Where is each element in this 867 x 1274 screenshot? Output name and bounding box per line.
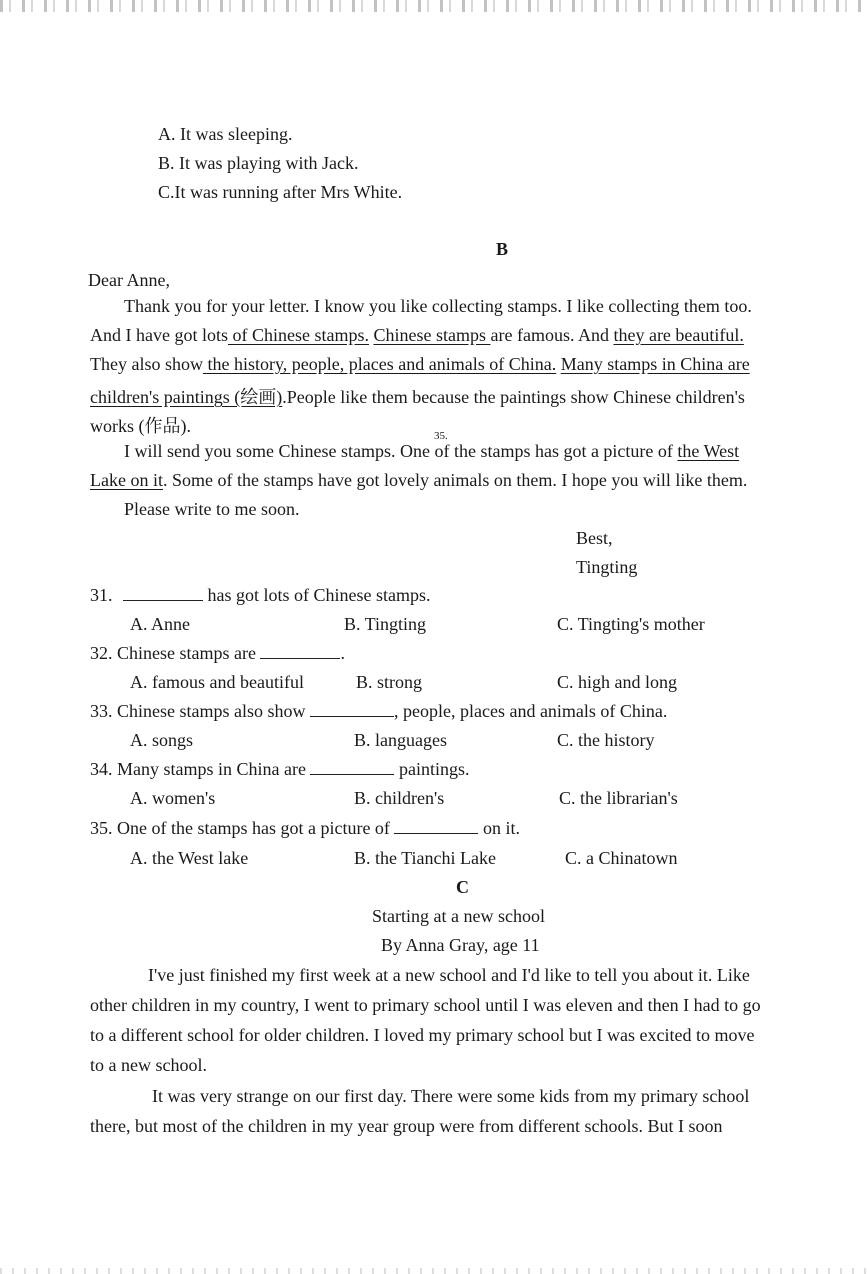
letter-line bbox=[90, 412, 191, 438]
question-line bbox=[90, 585, 431, 606]
option-b: B. Tingting bbox=[344, 614, 427, 634]
underlined-text: of Chinese stamps. bbox=[227, 325, 369, 345]
option-b: B. strong bbox=[356, 672, 423, 692]
text: . Some of the stamps have got lovely animals on them. I hope you will like them. bbox=[162, 470, 748, 490]
question-text: paintings. bbox=[398, 759, 470, 779]
question-text: , people, places and animals of China. bbox=[394, 701, 668, 721]
question-number: 34. bbox=[90, 759, 113, 779]
option-b: B. the Tianchi Lake bbox=[354, 848, 496, 868]
section-heading-c: C bbox=[456, 877, 469, 897]
option-c: C. the history bbox=[557, 730, 655, 750]
article-title: Starting at a new school bbox=[372, 906, 545, 926]
text: I will send you some Chinese stamps. One of the stamps has got a picture of bbox=[124, 441, 678, 461]
option-c: C. the librarian's bbox=[559, 788, 678, 808]
margin-note: 35. bbox=[434, 430, 448, 442]
option-a: A. the West lake bbox=[130, 848, 249, 868]
underlined-text: Many stamps in China are bbox=[560, 354, 750, 374]
answer-blank[interactable] bbox=[310, 702, 394, 717]
article-line: there, but most of the children in my year group were from different schools. But I soon bbox=[90, 1116, 723, 1136]
underlined-text: Lake on it bbox=[90, 470, 163, 490]
answer-blank[interactable] bbox=[260, 644, 340, 659]
question-number: 32. bbox=[90, 643, 113, 663]
option-c: C. a Chinatown bbox=[565, 848, 678, 868]
scan-edge-bottom bbox=[0, 1268, 867, 1274]
article-line: other children in my country, I went to primary school until I was eleven and then I had to go bbox=[90, 995, 761, 1015]
letter-closing: Best, bbox=[576, 528, 613, 548]
question-text: Chinese stamps are bbox=[117, 643, 256, 663]
text: And I have got lots bbox=[90, 325, 228, 345]
question-text: . bbox=[340, 643, 345, 663]
question-text: on it. bbox=[482, 818, 520, 838]
answer-blank[interactable] bbox=[123, 586, 203, 601]
article-line: to a new school. bbox=[90, 1055, 207, 1075]
option-b: B. languages bbox=[354, 730, 447, 750]
option-a: A. women's bbox=[130, 788, 216, 808]
section-heading-b: B bbox=[496, 239, 509, 259]
scan-edge-top bbox=[0, 0, 867, 12]
option-c: C. Tingting's mother bbox=[557, 614, 705, 634]
underlined-text: the history, people, places and animals of China. bbox=[202, 354, 557, 374]
option-a: A. famous and beautiful bbox=[130, 672, 304, 692]
question-line bbox=[90, 643, 345, 664]
article-line: I've just finished my first week at a new school and I'd like to tell you about it. Like bbox=[148, 965, 750, 985]
question-text: Chinese stamps also show bbox=[117, 701, 306, 721]
answer-blank[interactable] bbox=[394, 819, 478, 834]
question-number: 31. bbox=[90, 585, 113, 605]
letter-line bbox=[124, 441, 739, 462]
answer-blank[interactable] bbox=[310, 760, 394, 775]
letter-line bbox=[90, 383, 745, 409]
question-line bbox=[90, 701, 667, 722]
letter-line bbox=[124, 296, 752, 317]
option-b: B. children's bbox=[354, 788, 445, 808]
underlined-text: they bbox=[613, 325, 645, 345]
question-text: has got lots of Chinese stamps. bbox=[207, 585, 431, 605]
underlined-text: the West bbox=[677, 441, 740, 461]
option-c: C. high and long bbox=[557, 672, 677, 692]
letter-line bbox=[90, 325, 744, 346]
question-number: 35. bbox=[90, 818, 113, 838]
question-line bbox=[90, 759, 469, 780]
letter-signature: Tingting bbox=[576, 557, 638, 577]
option-line: C.It was running after Mrs White. bbox=[158, 182, 403, 202]
article-line: It was very strange on our first day. There were some kids from my primary school bbox=[152, 1086, 750, 1106]
letter-line bbox=[90, 354, 750, 375]
option-a: A. songs bbox=[130, 730, 194, 750]
question-text: Many stamps in China are bbox=[117, 759, 306, 779]
question-number: 33. bbox=[90, 701, 113, 721]
article-byline: By Anna Gray, age 11 bbox=[381, 935, 540, 955]
text: They also show bbox=[90, 354, 203, 374]
question-line bbox=[90, 818, 520, 839]
option-a: A. Anne bbox=[130, 614, 190, 634]
text: works (作品). bbox=[90, 416, 191, 436]
underlined-text: are beautiful. bbox=[644, 325, 744, 345]
option-line: B. It was playing with Jack. bbox=[158, 153, 359, 173]
text: are famous. And bbox=[490, 325, 614, 345]
article-line: to a different school for older children. I loved my primary school but I was excited to move bbox=[90, 1025, 755, 1045]
text: Thank you for your letter. I know you like collecting stamps. I like collecting them too. bbox=[124, 296, 752, 316]
underlined-text: children's paintings (绘画) bbox=[90, 387, 283, 407]
letter-line: Please write to me soon. bbox=[124, 499, 300, 519]
letter-line bbox=[90, 470, 747, 491]
letter-salutation: Dear Anne, bbox=[88, 270, 170, 290]
text: .People like them because the paintings show Chinese children's bbox=[282, 387, 745, 407]
question-text: One of the stamps has got a picture of bbox=[117, 818, 390, 838]
option-line: A. It was sleeping. bbox=[158, 124, 293, 144]
underlined-text: Chinese stamps bbox=[373, 325, 491, 345]
